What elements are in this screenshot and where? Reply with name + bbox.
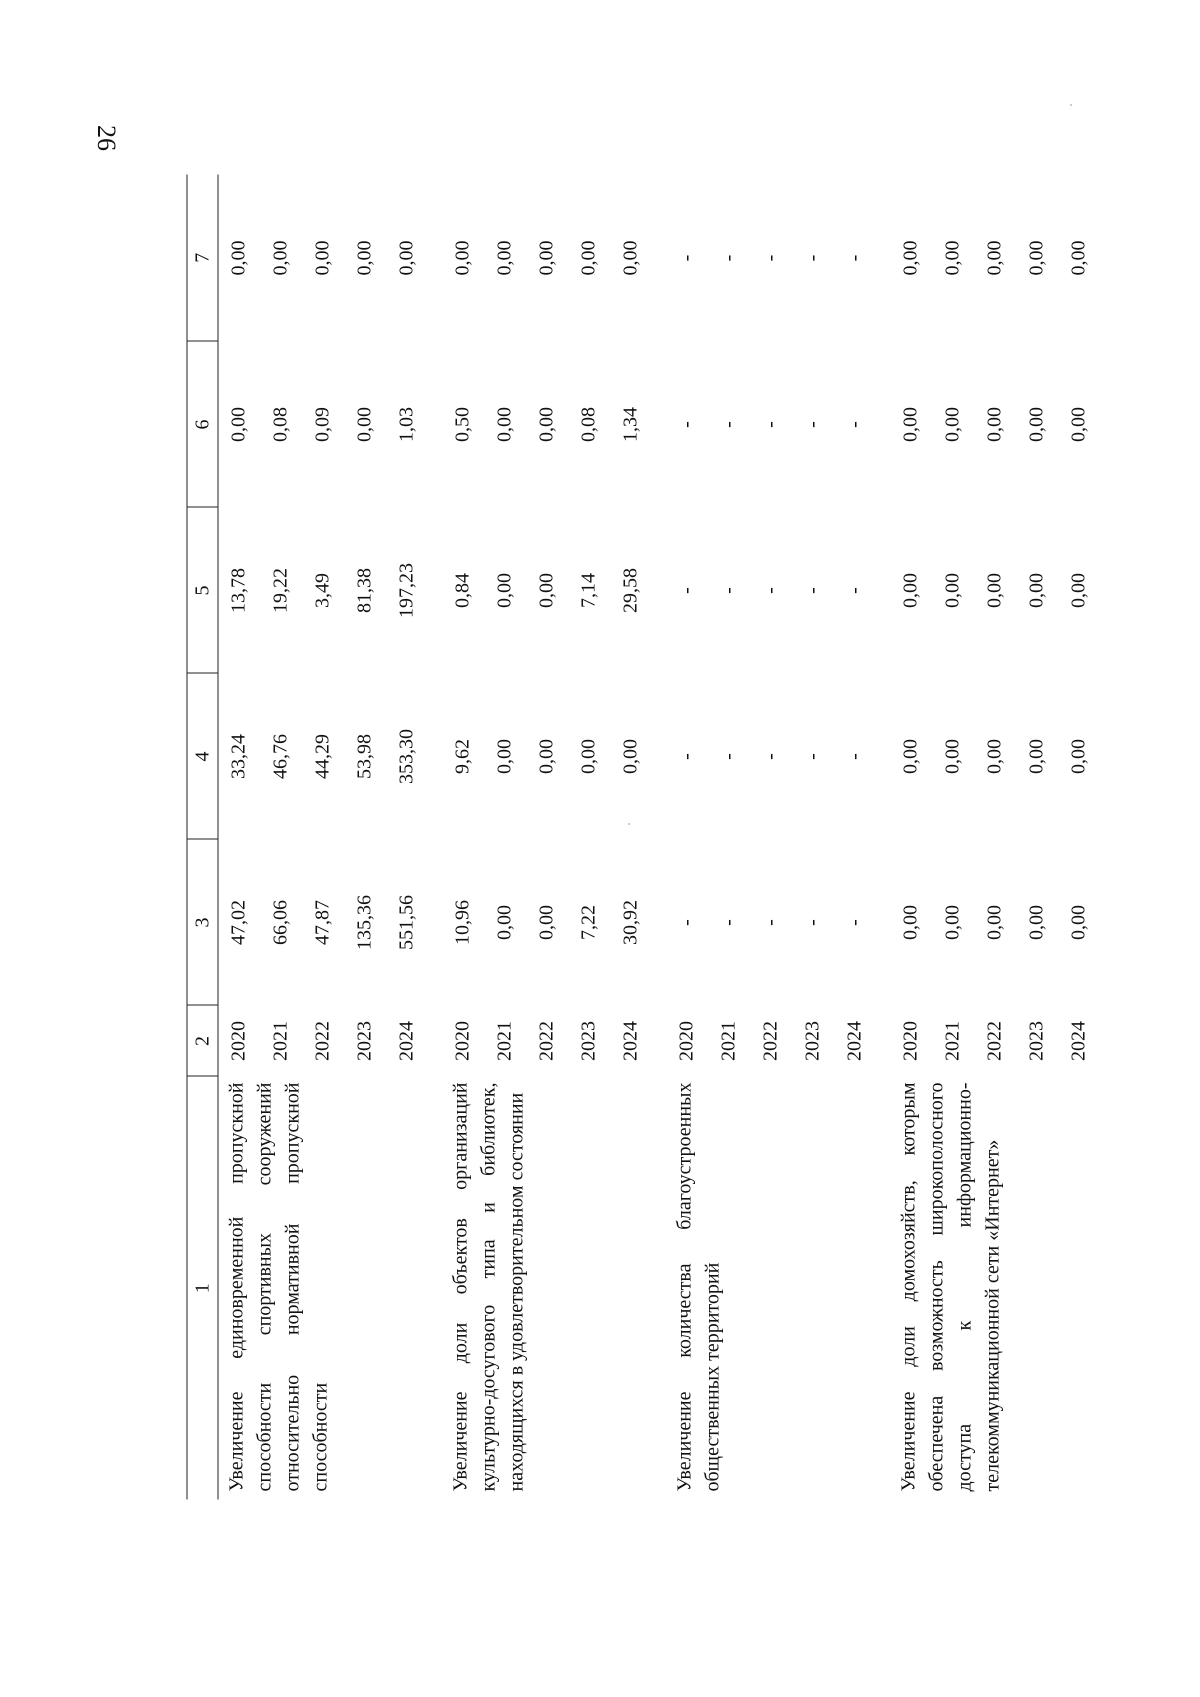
value-cell-c7: 0,00 xyxy=(451,240,474,276)
value-cell-c3: 0,00 xyxy=(493,905,516,940)
value-cell-c5: 0,00 xyxy=(899,573,922,608)
value-cell-c5: 0,00 xyxy=(983,573,1006,608)
value-cell-c6: 0,00 xyxy=(899,407,922,442)
value-cell-c5: 197,23 xyxy=(395,563,418,618)
value-cell-c5: 7,14 xyxy=(577,573,600,608)
value-cell-c4: 0,00 xyxy=(983,739,1006,774)
value-cell-c7: 0,00 xyxy=(493,240,516,276)
column-header: 6 xyxy=(187,342,218,508)
value-cell-c6: - xyxy=(675,421,698,428)
table-row xyxy=(891,175,933,1500)
value-cell-c6: - xyxy=(759,421,782,428)
year-cell: 2020 xyxy=(675,1021,698,1061)
year-cell: 2021 xyxy=(717,1021,740,1061)
value-cell-c4: - xyxy=(759,753,782,760)
value-cell-c7: 0,00 xyxy=(577,240,600,276)
value-cell-c5: 13,78 xyxy=(227,568,250,613)
value-cell-c4: - xyxy=(717,753,740,760)
value-cell-c7: 0,00 xyxy=(269,240,292,276)
year-cell: 2024 xyxy=(619,1021,642,1061)
value-cell-c6: 0,00 xyxy=(1025,407,1048,442)
value-cell-c7: 0,00 xyxy=(1067,240,1090,276)
year-cell: 2022 xyxy=(311,1021,334,1061)
value-cell-c5: 29,58 xyxy=(619,568,642,613)
value-cell-c5: - xyxy=(759,587,782,594)
value-cell-c6: 0,00 xyxy=(227,407,250,442)
value-cell-c7: - xyxy=(801,254,824,262)
value-cell-c4: 9,62 xyxy=(451,739,474,774)
value-cell-c4: 0,00 xyxy=(941,739,964,774)
value-cell-c3: 47,87 xyxy=(311,900,334,945)
value-cell-c4: 0,00 xyxy=(1025,739,1048,774)
value-cell-c7: - xyxy=(717,254,740,262)
value-cell-c3: - xyxy=(675,919,698,926)
indicator-description: Увеличение единовременной пропускной способности спортивных сооружений относительно нормативной пропускной способности xyxy=(225,1082,332,1492)
value-cell-c3: 0,00 xyxy=(941,905,964,940)
year-cell: 2024 xyxy=(843,1021,866,1061)
table-body xyxy=(218,175,1115,1500)
value-cell-c6: 0,08 xyxy=(577,407,600,442)
value-cell-c5: - xyxy=(801,587,824,594)
value-cell-c4: - xyxy=(801,753,824,760)
value-cell-c5: - xyxy=(675,587,698,594)
value-cell-c7: 0,00 xyxy=(353,240,376,276)
value-cell-c4: - xyxy=(675,753,698,760)
value-cell-c6: 0,00 xyxy=(353,407,376,442)
table-row xyxy=(667,175,709,1500)
value-cell-c3: 0,00 xyxy=(535,905,558,940)
value-cell-c4: 0,00 xyxy=(1067,739,1090,774)
value-cell-c7: 0,00 xyxy=(395,240,418,276)
indicator-description: Увеличение доли домохозяйств, которым обеспечена возможность широкополосного доступа к информационно-телекоммуникационной сети «Интернет» xyxy=(897,1082,1004,1492)
column-header: 4 xyxy=(187,674,218,840)
value-cell-c3: - xyxy=(759,919,782,926)
value-cell-c4: 0,00 xyxy=(535,739,558,774)
value-cell-c4: 353,30 xyxy=(395,729,418,784)
value-cell-c4: 0,00 xyxy=(493,739,516,774)
table-row xyxy=(443,175,485,1500)
value-cell-c4: 0,00 xyxy=(577,739,600,774)
value-cell-c7: - xyxy=(759,254,782,262)
value-cell-c5: - xyxy=(843,587,866,594)
page-number: 26 xyxy=(92,125,121,151)
year-cell: 2024 xyxy=(1067,1021,1090,1061)
column-header: 5 xyxy=(187,508,218,674)
indicator-description: Увеличение доли объектов организаций культурно-досугового типа и библиотек, находящихся в удовлетворительном состоянии xyxy=(449,1082,528,1492)
value-cell-c5: 0,00 xyxy=(535,573,558,608)
value-cell-c5: 0,00 xyxy=(493,573,516,608)
value-cell-c4: 46,76 xyxy=(269,734,292,779)
value-cell-c3: 0,00 xyxy=(1025,905,1048,940)
value-cell-c3: 0,00 xyxy=(899,905,922,940)
value-cell-c3: 7,22 xyxy=(577,905,600,940)
value-cell-c7: 0,00 xyxy=(941,240,964,276)
value-cell-c7: 0,00 xyxy=(311,240,334,276)
value-cell-c4: 44,29 xyxy=(311,734,334,779)
value-cell-c6: 0,00 xyxy=(1067,407,1090,442)
column-header: 7 xyxy=(187,175,218,342)
value-cell-c7: 0,00 xyxy=(983,240,1006,276)
value-cell-c6: - xyxy=(717,421,740,428)
value-cell-c4: 0,00 xyxy=(619,739,642,774)
value-cell-c3: - xyxy=(801,919,824,926)
value-cell-c6: - xyxy=(801,421,824,428)
value-cell-c3: - xyxy=(843,919,866,926)
value-cell-c6: 0,00 xyxy=(535,407,558,442)
value-cell-c7: 0,00 xyxy=(899,240,922,276)
value-cell-c4: 53,98 xyxy=(353,734,376,779)
year-cell: 2023 xyxy=(353,1021,376,1061)
column-header: 2 xyxy=(187,1006,218,1077)
header-row xyxy=(187,175,218,1500)
value-cell-c3: 47,02 xyxy=(227,900,250,945)
value-cell-c3: 30,92 xyxy=(619,900,642,945)
year-cell: 2023 xyxy=(577,1021,600,1061)
value-cell-c4: 0,00 xyxy=(899,739,922,774)
rotated-table-container xyxy=(187,175,1090,1500)
year-cell: 2021 xyxy=(493,1021,516,1061)
year-cell: 2023 xyxy=(1025,1021,1048,1061)
value-cell-c3: 66,06 xyxy=(269,900,292,945)
year-cell: 2024 xyxy=(395,1021,418,1061)
value-cell-c5: 81,38 xyxy=(353,568,376,613)
value-cell-c7: - xyxy=(675,254,698,262)
value-cell-c6: 0,50 xyxy=(451,407,474,442)
value-cell-c6: - xyxy=(843,421,866,428)
year-cell: 2020 xyxy=(451,1021,474,1061)
value-cell-c3: - xyxy=(717,919,740,926)
value-cell-c3: 0,00 xyxy=(1067,905,1090,940)
value-cell-c6: 0,08 xyxy=(269,407,292,442)
value-cell-c3: 0,00 xyxy=(983,905,1006,940)
year-cell: 2023 xyxy=(801,1021,824,1061)
value-cell-c6: 0,00 xyxy=(493,407,516,442)
value-cell-c7: 0,00 xyxy=(619,240,642,276)
value-cell-c6: 1,03 xyxy=(395,407,418,442)
value-cell-c5: 0,00 xyxy=(1025,573,1048,608)
value-cell-c6: 0,00 xyxy=(983,407,1006,442)
value-cell-c5: - xyxy=(717,587,740,594)
year-cell: 2022 xyxy=(535,1021,558,1061)
year-cell: 2021 xyxy=(941,1021,964,1061)
indicators-table xyxy=(187,175,1115,1500)
value-cell-c6: 0,00 xyxy=(941,407,964,442)
year-cell: 2021 xyxy=(269,1021,292,1061)
year-cell: 2020 xyxy=(227,1021,250,1061)
table-row xyxy=(218,175,261,1500)
year-cell: 2020 xyxy=(899,1021,922,1061)
value-cell-c6: 1,34 xyxy=(619,407,642,442)
value-cell-c6: 0,09 xyxy=(311,407,334,442)
year-cell: 2022 xyxy=(983,1021,1006,1061)
scan-speck xyxy=(1070,104,1072,106)
value-cell-c4: - xyxy=(843,753,866,760)
column-header: 3 xyxy=(187,840,218,1006)
value-cell-c3: 551,56 xyxy=(395,895,418,950)
value-cell-c7: 0,00 xyxy=(1025,240,1048,276)
value-cell-c5: 3,49 xyxy=(311,573,334,608)
value-cell-c5: 19,22 xyxy=(269,568,292,613)
value-cell-c3: 135,36 xyxy=(353,895,376,950)
value-cell-c4: 33,24 xyxy=(227,734,250,779)
column-header: 1 xyxy=(187,1077,218,1500)
value-cell-c5: 0,84 xyxy=(451,573,474,608)
value-cell-c7: - xyxy=(843,254,866,262)
indicator-description: Увеличение количества благоустроенных общественных территорий xyxy=(673,1082,724,1492)
value-cell-c5: 0,00 xyxy=(941,573,964,608)
year-cell: 2022 xyxy=(759,1021,782,1061)
value-cell-c7: 0,00 xyxy=(535,240,558,276)
value-cell-c5: 0,00 xyxy=(1067,573,1090,608)
value-cell-c7: 0,00 xyxy=(227,240,250,276)
value-cell-c3: 10,96 xyxy=(451,900,474,945)
